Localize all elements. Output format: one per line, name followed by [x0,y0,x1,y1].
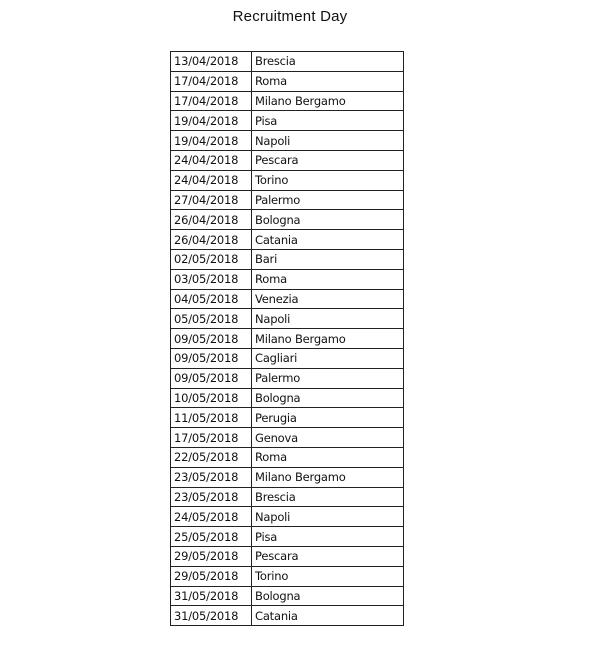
city-cell: Brescia [252,487,404,507]
city-cell: Palermo [252,368,404,388]
table-row [171,91,404,111]
table-row [171,566,404,586]
table-row [171,131,404,151]
city-cell: Bologna [252,586,404,606]
table-row [171,190,404,210]
city-cell: Bologna [252,210,404,230]
city-cell: Napoli [252,309,404,329]
table-row [171,329,404,349]
table-row [171,368,404,388]
city-cell: Venezia [252,289,404,309]
table-row [171,408,404,428]
date-cell: 26/04/2018 [171,210,252,230]
table-row [171,348,404,368]
city-cell: Palermo [252,190,404,210]
date-cell: 23/05/2018 [171,487,252,507]
table-row [171,586,404,606]
city-cell: Napoli [252,507,404,527]
date-cell: 24/04/2018 [171,170,252,190]
city-cell: Cagliari [252,348,404,368]
date-cell: 27/04/2018 [171,190,252,210]
table-row [171,388,404,408]
table-row [171,71,404,91]
date-cell: 23/05/2018 [171,467,252,487]
date-cell: 13/04/2018 [171,52,252,72]
date-cell: 17/04/2018 [171,71,252,91]
table-row [171,249,404,269]
city-cell: Bari [252,249,404,269]
date-cell: 31/05/2018 [171,586,252,606]
date-cell: 02/05/2018 [171,249,252,269]
city-cell: Pisa [252,527,404,547]
date-cell: 19/04/2018 [171,111,252,131]
table-row [171,527,404,547]
city-cell: Roma [252,447,404,467]
city-cell: Milano Bergamo [252,91,404,111]
city-cell: Napoli [252,131,404,151]
table-row [171,467,404,487]
date-cell: 25/05/2018 [171,527,252,547]
table-row [171,210,404,230]
date-cell: 24/04/2018 [171,150,252,170]
date-cell: 09/05/2018 [171,368,252,388]
table-row [171,230,404,250]
date-cell: 03/05/2018 [171,269,252,289]
city-cell: Pisa [252,111,404,131]
table-row [171,150,404,170]
schedule-table-body [171,52,404,626]
date-cell: 24/05/2018 [171,507,252,527]
date-cell: 31/05/2018 [171,606,252,626]
city-cell: Bologna [252,388,404,408]
city-cell: Perugia [252,408,404,428]
table-row [171,269,404,289]
city-cell: Torino [252,170,404,190]
city-cell: Catania [252,606,404,626]
date-cell: 19/04/2018 [171,131,252,151]
table-row [171,111,404,131]
city-cell: Pescara [252,546,404,566]
table-row [171,606,404,626]
date-cell: 10/05/2018 [171,388,252,408]
date-cell: 17/05/2018 [171,428,252,448]
table-row [171,309,404,329]
table-row [171,289,404,309]
table-row [171,507,404,527]
city-cell: Torino [252,566,404,586]
date-cell: 22/05/2018 [171,447,252,467]
date-cell: 29/05/2018 [171,546,252,566]
recruitment-schedule-table [170,51,404,626]
city-cell: Pescara [252,150,404,170]
city-cell: Catania [252,230,404,250]
city-cell: Brescia [252,52,404,72]
page-title: Recruitment Day [232,8,348,25]
date-cell: 17/04/2018 [171,91,252,111]
date-cell: 09/05/2018 [171,329,252,349]
table-row [171,487,404,507]
date-cell: 11/05/2018 [171,408,252,428]
city-cell: Roma [252,71,404,91]
table-row [171,170,404,190]
city-cell: Roma [252,269,404,289]
city-cell: Genova [252,428,404,448]
table-row [171,447,404,467]
date-cell: 26/04/2018 [171,230,252,250]
table-row [171,546,404,566]
date-cell: 09/05/2018 [171,348,252,368]
table-row [171,52,404,72]
table-row [171,428,404,448]
date-cell: 04/05/2018 [171,289,252,309]
city-cell: Milano Bergamo [252,467,404,487]
date-cell: 05/05/2018 [171,309,252,329]
city-cell: Milano Bergamo [252,329,404,349]
date-cell: 29/05/2018 [171,566,252,586]
